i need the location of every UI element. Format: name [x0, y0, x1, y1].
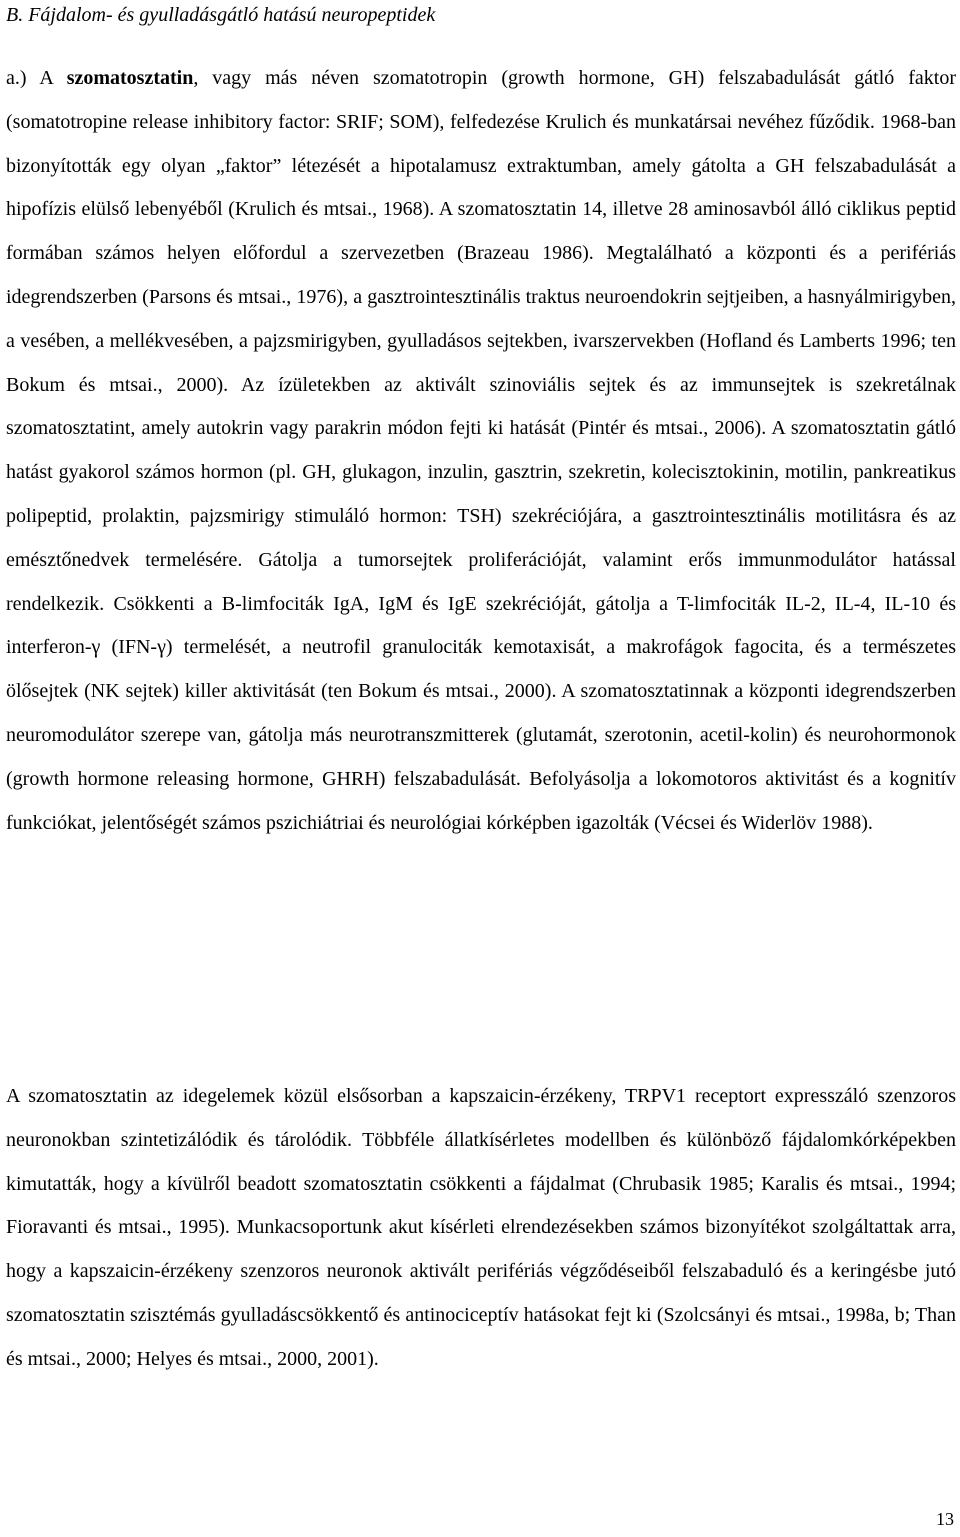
- paragraph-prefix: a.) A: [6, 67, 67, 89]
- section-heading: B. Fájdalom- és gyulladásgátló hatású neuropeptidek: [6, 4, 436, 26]
- paragraph-somatostatin-intro: [6, 57, 956, 845]
- paragraph-somatostatin-pain: A szomatosztatin az idegelemek közül elsősorban a kapszaicin-érzékeny, TRPV1 receptort expresszáló szenzoros neuronokban szintetizálódik és tárolódik. Többféle állatkísérletes modellben és különböző fájdalomkórképekben kimutatták, hogy a kívülről beadott szomatosztatin csökkenti a fájdalmat (Chrubasik 1985; Karalis és mtsai., 1994; Fioravanti és mtsai., 1995). Munkacsoportunk akut kísérleti elrendezésekben számos bizonyítékot szolgáltattak arra, hogy a kapszaicin-érzékeny szenzoros neuronok aktivált perifériás végződéseiből felszabaduló és a keringésbe jutó szomatosztatin szisztémás gyulladáscsökkentő és antinociceptív hatásokat fejt ki (Szolcsányi és mtsai., 1998a, b; Than és mtsai., 2000; Helyes és mtsai., 2000, 2001).: [6, 1085, 956, 1370]
- bold-term: szomatosztatin: [66, 67, 194, 89]
- paragraph-body: , vagy más néven szomatotropin (growth hormone, GH) felszabadulását gátló faktor (somatotropine release inhibitory factor: SRIF; SOM), felfedezése Krulich és munkatársai nevéhez fűződik. 1968-ban bizonyították egy olyan „faktor” létezését a hipotalamusz extraktumban, amely gátolta a GH felszabadulását a hipofízis elülső lebenyéből (Krulich és mtsai., 1968). A szomatosztatin 14, illetve 28 aminosavból álló ciklikus peptid formában számos helyen előfordul a szervezetben (Brazeau 1986). Megtalálható a központi és a perifériás idegrendszerben (Parsons és mtsai., 1976), a gasztrointesztinális traktus neuroendokrin sejtjeiben, a hasnyálmirigyben, a vesében, a mellékvesében, a pajzsmirigyben, gyulladásos sejtekben, ivarszervekben (Hofland és Lamberts 1996; ten Bokum és mtsai., 2000). Az ízületekben az aktivált szinoviális sejtek és az immunsejtek is szekretálnak szomatosztatint, amely autokrin vagy parakrin módon fejti ki hatását (Pintér és mtsai., 2006). A szomatosztatin gátló hatást gyakorol számos hormon (pl. GH, glukagon, inzulin, gasztrin, szekretin, kolecisztokinin, motilin, pankreatikus polipeptid, prolaktin, pajzsmirigy stimuláló hormon: TSH) szekréciójára, a gasztrointesztinális motilitásra és az emésztőnedvek termelésére. Gátolja a tumorsejtek proliferációját, valamint erős immunmodulátor hatással rendelkezik. Csökkenti a B-limfociták IgA, IgM és IgE szekrécióját, gátolja a T-limfociták IL-2, IL-4, IL-10 és interferon-γ (IFN-γ) termelését, a neutrofil granulociták kemotaxisát, a makrofágok fagocita, és a természetes ölősejtek (NK sejtek) killer aktivitását (ten Bokum és mtsai., 2000). A szomatosztatinnak a központi idegrendszerben neuromodulátor szerepe van, gátolja más neurotranszmitterek (glutamát, szerotonin, acetil-kolin) és neurohormonok (growth hormone releasing hormone, GHRH) felszabadulását. Befolyásolja a lokomotoros aktivitást és a kognitív funkciókat, jelentőségét számos pszichiátriai és neurológiai kórképben igazolták (Vécsei és Widerlöv 1988).: [6, 67, 956, 834]
- page-number: 13: [936, 1509, 954, 1529]
